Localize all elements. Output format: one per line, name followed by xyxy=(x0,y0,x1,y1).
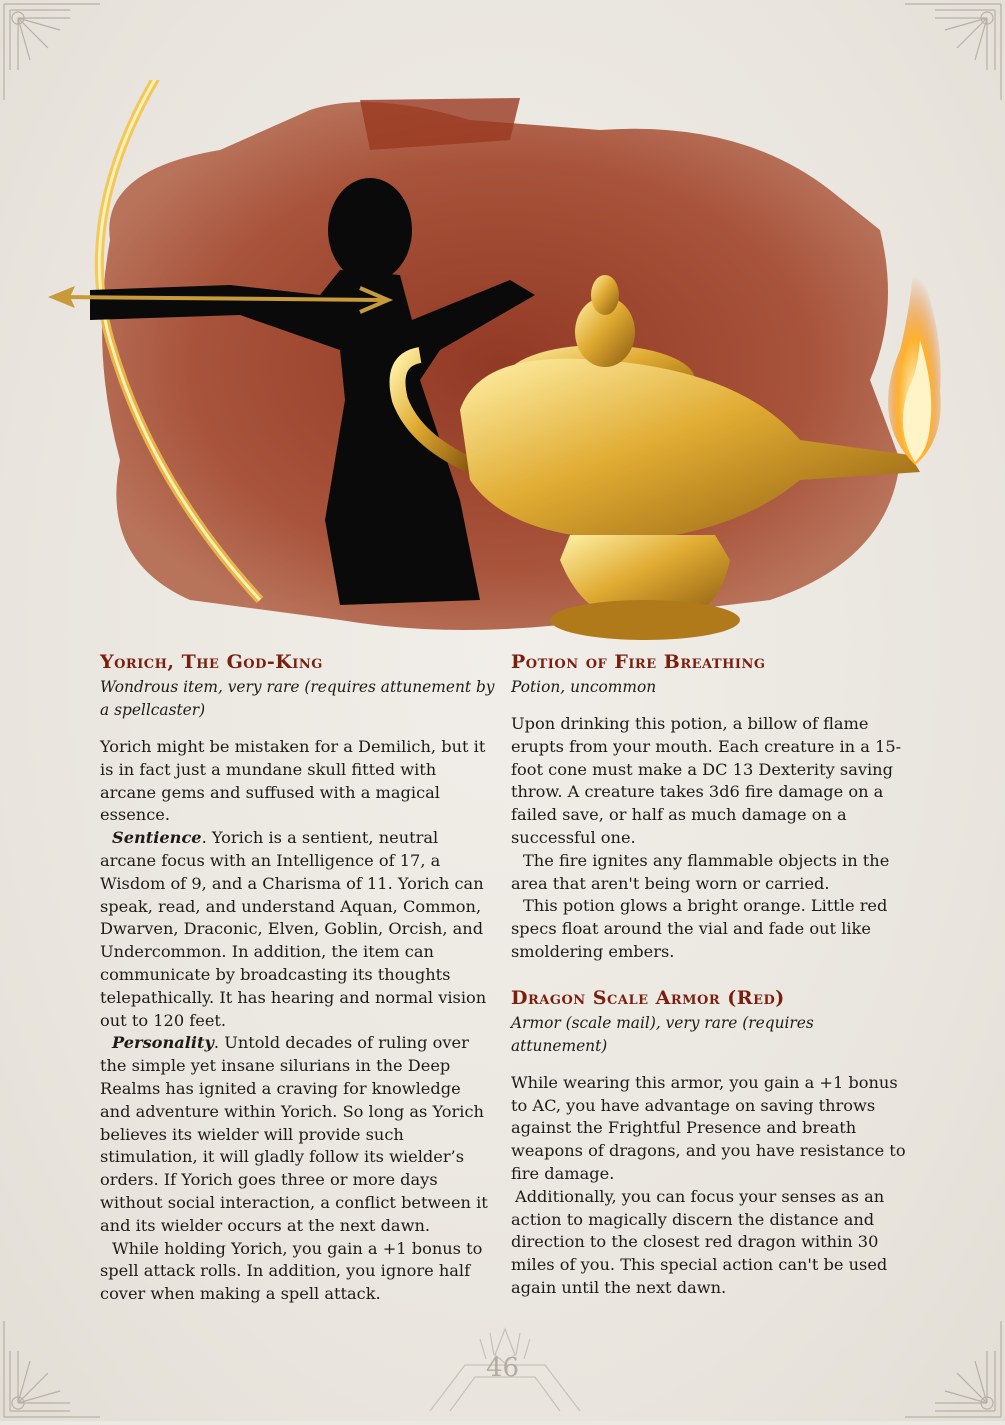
item-subtitle-armor: Armor (scale mail), very rare (requires attunement) xyxy=(511,1013,814,1055)
potion-ignite: The fire ignites any flammable objects in the area that aren't being worn or carried. xyxy=(511,850,890,893)
sentience-lead: Sentience xyxy=(112,828,202,848)
potion-glow: This potion glows a bright orange. Little red specs float around the vial and fade out like smoldering embers. xyxy=(511,896,888,961)
item-subtitle-potion: Potion, uncommon xyxy=(511,678,657,696)
potion-description: Upon drinking this potion, a billow of flame erupts from your mouth. Each creature in a 15-foot cone must make a DC 13 Dexterity saving throw. A creature takes 3d6 fire damage on a failed save, or half as much damage on a successful one. xyxy=(511,714,902,847)
yorich-personality xyxy=(100,1032,495,1237)
yorich-description: Yorich might be mistaken for a Demilich, but it is in fact just a mundane skull fitted with arcane gems and suffused with a magical essence. xyxy=(100,737,486,825)
armor-sense: Additionally, you can focus your senses as an action to magically discern the distance and direction to the closest red dragon within 30 miles of you. This special action can't be used again until the next dawn. xyxy=(511,1186,888,1297)
item-title-potion: Potion of Fire Breathing xyxy=(511,651,766,673)
personality-lead: Personality xyxy=(112,1033,214,1053)
sentience-text: . Yorich is a sentient, neutral arcane focus with an Intelligence of 17, a Wisdom of 9, and a Charisma of 11. Yorich can speak, read, and understand Aquan, Common, Dwarven, Draconic, Elven, Goblin, Orcish, and Undercommon. In addition, the item can communicate by broadcasting its thoughts telepathically. It has hearing and normal vision out to 120 feet. xyxy=(100,828,487,1030)
item-subtitle-yorich: Wondrous item, very rare (requires attunement by a spellcaster) xyxy=(100,678,495,719)
personality-text: . Untold decades of ruling over the simple yet insane silurians in the Deep Realms has ignited a craving for knowledge and adventure within Yorich. So long as Yorich believes its wielder will provide such stimulation, it will gladly follow its wielder’s orders. If Yorich goes three or more days without social interaction, a conflict between it and its wielder occurs at the next dawn. xyxy=(100,1033,488,1235)
page-number: 46 xyxy=(485,1353,520,1383)
flame-icon xyxy=(888,255,941,465)
left-column xyxy=(100,648,495,1306)
item-title-armor: Dragon Scale Armor (Red) xyxy=(511,986,785,1009)
item-title-yorich: Yorich, The God-King xyxy=(100,651,323,673)
hero-illustration xyxy=(40,80,970,650)
armor-description: While wearing this armor, you gain a +1 bonus to AC, you have advantage on saving throws against the Frightful Presence and breath weapons of dragons, and you have resistance to fire damage. xyxy=(511,1072,906,1183)
right-column xyxy=(511,648,906,1300)
yorich-bonus: While holding Yorich, you gain a +1 bonus to spell attack rolls. In addition, you ignore half cover when making a spell attack. xyxy=(100,1238,483,1304)
yorich-sentience xyxy=(100,827,495,1032)
